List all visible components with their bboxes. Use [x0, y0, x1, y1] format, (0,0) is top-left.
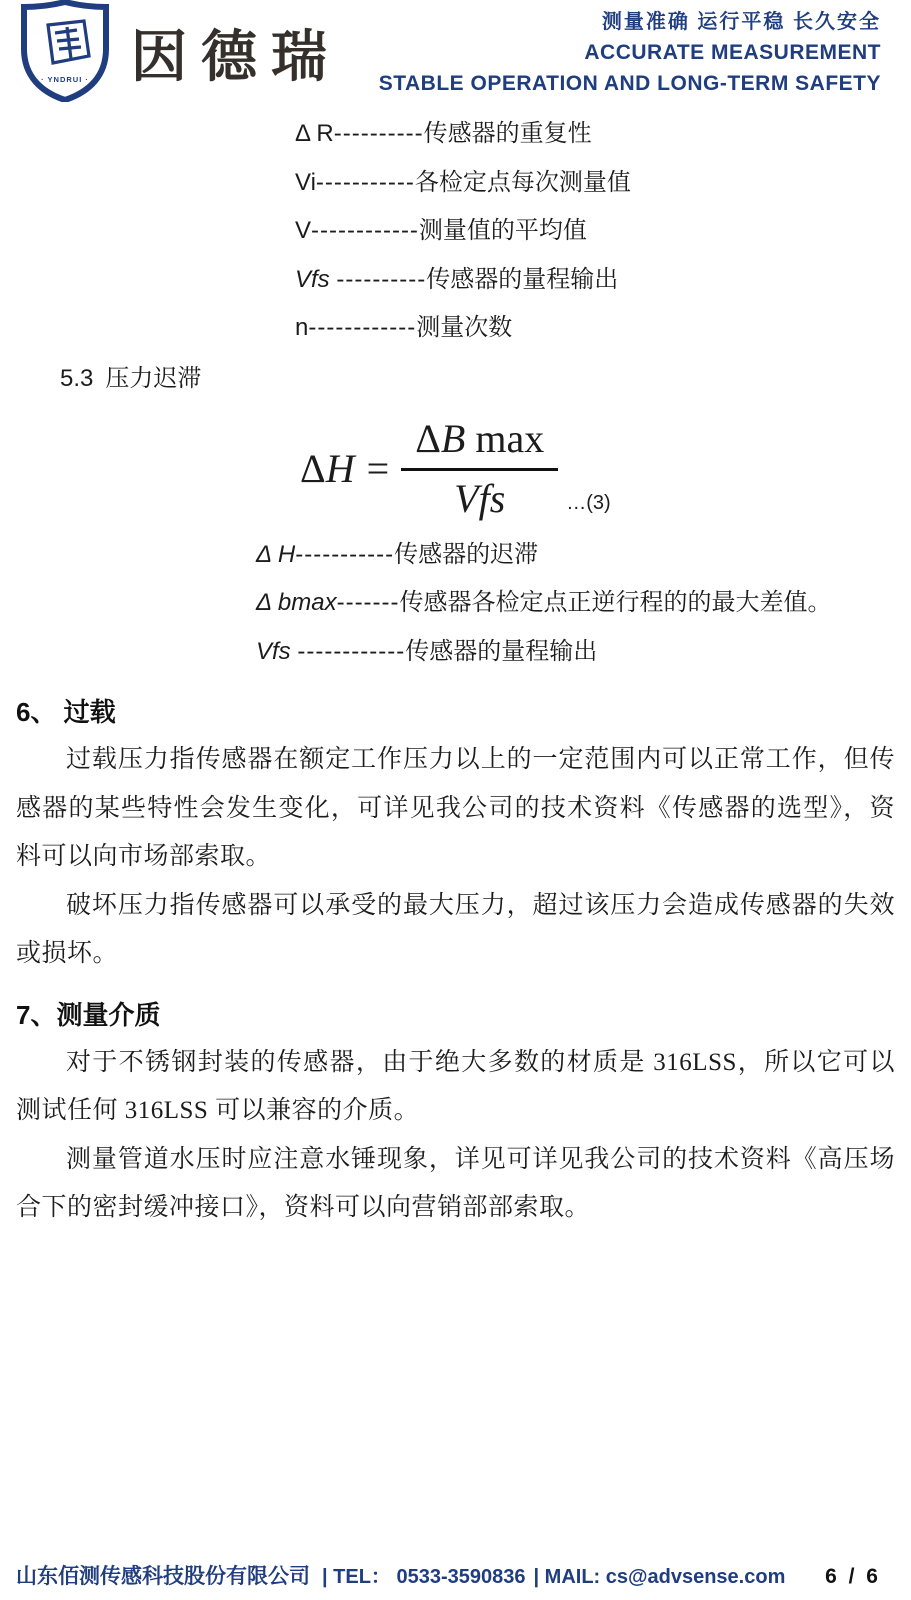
definition-desc: 各检定点每次测量值 [414, 169, 631, 196]
equation-number: …(3) [566, 491, 611, 514]
definition-dashes: ------------ [297, 637, 406, 665]
definition-desc: 测量次数 [416, 315, 513, 341]
section-number: 5.3 [60, 364, 94, 392]
definition-dashes: ------------ [311, 217, 419, 244]
section-title-text: 压力迟滞 [105, 365, 202, 392]
brand-name: 因德瑞 [131, 25, 341, 88]
shield-logo-icon [13, 0, 117, 102]
definitions-list-hysteresis [256, 531, 911, 677]
definition-term: Vfs [295, 265, 337, 293]
footer-telephone: | TEL： 0533-3590836 [322, 1566, 526, 1588]
footer-email: | MAIL: cs@advsense.com [533, 1566, 786, 1588]
definitions-list-repeatability [295, 110, 911, 353]
formula-lhs: ΔH [300, 446, 355, 491]
definition-dashes: ---------- [336, 265, 427, 293]
page-header [0, 0, 911, 104]
definition-line [256, 628, 911, 677]
definition-dashes: ------- [336, 589, 400, 616]
definition-line [295, 256, 911, 305]
fraction-numerator: ΔB max [401, 415, 558, 471]
page-footer [16, 1560, 881, 1590]
definition-desc: 传感器的重复性 [423, 121, 592, 147]
definition-term: Δ bmax [256, 589, 337, 616]
definition-dashes: ---------- [333, 120, 424, 147]
page-number: 6 / 6 [825, 1565, 881, 1588]
definition-desc: 传感器的量程输出 [405, 638, 598, 665]
definition-term: V [295, 217, 312, 244]
slogan-english-2: STABLE OPERATION AND LONG-TERM SAFETY [378, 72, 881, 95]
definition-dashes: ----------- [315, 168, 415, 196]
section-6-heading: 6、 过载 [16, 697, 116, 727]
definition-term: Vfs [256, 637, 298, 665]
fraction-denominator: Vfs [454, 476, 506, 521]
definition-line [295, 159, 911, 208]
definition-dashes: ----------- [295, 540, 395, 568]
definition-desc: 传感器各检定点正逆行程的的最大差值。 [399, 590, 832, 616]
section-7-paragraph-2: 测量管道水压时应注意水锤现象，详见可详见我公司的技术资料《高压场合下的密封缓冲接口》，资料可以向营销部部索取。 [16, 1145, 895, 1221]
definition-dashes: ------------ [308, 314, 417, 341]
logo-motto-text: · YNDRUI · [41, 75, 89, 84]
definition-term: Δ H [256, 540, 296, 568]
formula-pressure-hysteresis [300, 413, 911, 525]
footer-company-name: 山东佰测传感科技股份有限公司 [16, 1565, 310, 1588]
section-6-paragraph-1: 过载压力指传感器在额定工作压力以上的一定范围内可以正常工作，但传感器的某些特性会发生变化，可详见我公司的技术资料《传感器的选型》，资料可以向市场部索取。 [16, 746, 895, 870]
section-5-3-heading [60, 355, 911, 403]
slogan-chinese: 测量准确 运行平稳 长久安全 [601, 11, 881, 33]
definition-desc: 传感器的迟滞 [394, 541, 539, 568]
definition-line [295, 110, 911, 159]
definition-term: Vi [295, 168, 316, 196]
definition-term: Δ R [295, 120, 334, 147]
definition-line [256, 531, 911, 580]
definition-term: n [295, 314, 309, 341]
formula-fraction [401, 415, 558, 522]
definition-line [256, 579, 911, 628]
definition-line [295, 304, 911, 353]
slogan-english-1: ACCURATE MEASUREMENT [584, 41, 881, 64]
company-logo [13, 0, 341, 102]
definition-line [295, 207, 911, 256]
equals-sign: = [366, 446, 390, 491]
definition-desc: 传感器的量程输出 [426, 266, 619, 293]
section-7-heading: 7、测量介质 [16, 999, 161, 1030]
section-6-paragraph-2: 破坏压力指传感器可以承受的最大压力，超过该压力会造成传感器的失效或损坏。 [16, 891, 895, 967]
section-7-paragraph-1: 对于不锈钢封装的传感器，由于绝大多数的材质是 316LSS，所以它可以测试任何 316LSS 可以兼容的介质。 [16, 1048, 895, 1124]
header-slogans [379, 0, 881, 99]
definition-desc: 测量值的平均值 [418, 218, 587, 244]
